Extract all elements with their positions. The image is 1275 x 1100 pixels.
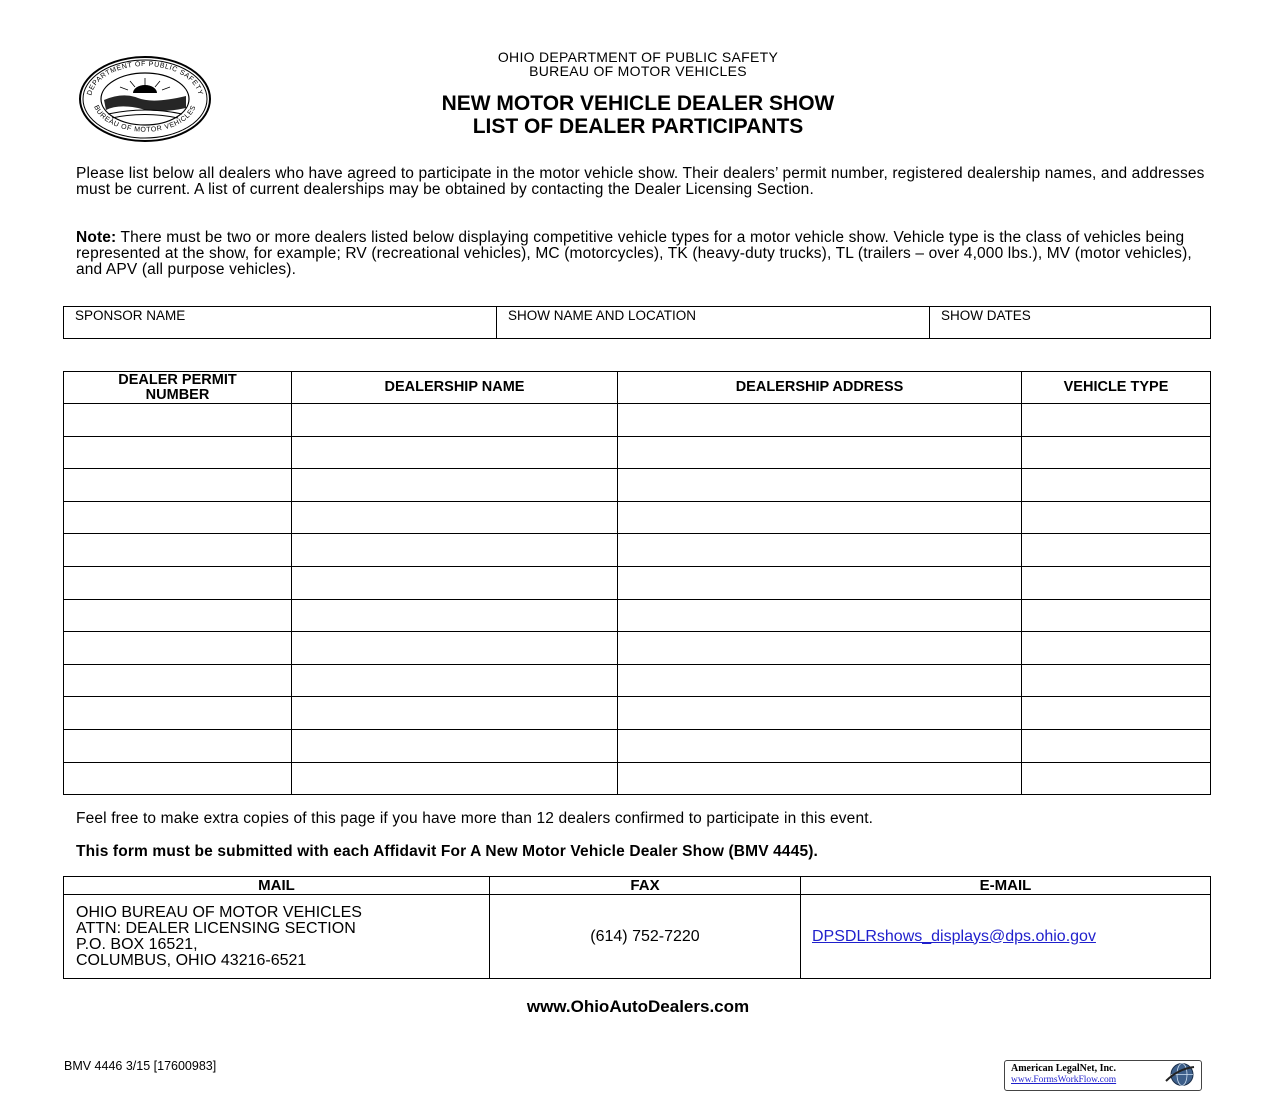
dealer-row: [64, 534, 1211, 567]
show-info-table: [63, 306, 1211, 339]
submission-requirement: This form must be submitted with each Affidavit For A New Motor Vehicle Dealer Show (BMV 4445).: [76, 843, 819, 860]
dealership-name-cell[interactable]: [292, 404, 618, 437]
intro-paragraph: Please list below all dealers who have agreed to participate in the motor vehicle show. Their dealers’ permit number, registered dealership names, and addresses must be current. A list of current dealerships may be obtained by contacting the Dealer Licensing Section.: [76, 165, 1205, 198]
dealer-permit-number-cell[interactable]: [64, 436, 292, 469]
dealer-row: [64, 404, 1211, 437]
dealer-permit-number-cell[interactable]: [64, 697, 292, 730]
ohio-bmv-seal-icon: [78, 56, 212, 142]
contact-table: [63, 876, 1211, 979]
seal-top-text: DEPARTMENT OF PUBLIC SAFETY: [86, 60, 204, 97]
form-title-line1: NEW MOTOR VEHICLE DEALER SHOW: [441, 92, 835, 115]
sponsor-name-label: SPONSOR NAME: [75, 308, 186, 323]
dealer-row: [64, 436, 1211, 469]
vehicle-type-cell[interactable]: [1022, 404, 1211, 437]
dealership-address-cell[interactable]: [618, 566, 1022, 599]
dealer-permit-number-cell[interactable]: [64, 501, 292, 534]
dealer-row: [64, 469, 1211, 502]
dealership-name-cell[interactable]: [292, 664, 618, 697]
email-header: E-MAIL: [801, 877, 1211, 895]
dealer-permit-number-cell[interactable]: [64, 729, 292, 762]
sponsor-name-field[interactable]: [64, 307, 497, 339]
note-label: Note:: [76, 229, 117, 246]
vehicle-type-cell[interactable]: [1022, 762, 1211, 795]
dealership-address-cell[interactable]: [618, 729, 1022, 762]
seal-bottom-text: BUREAU OF MOTOR VEHICLES: [92, 104, 198, 134]
show-dates-field[interactable]: [930, 307, 1211, 339]
dealer-permit-number-cell[interactable]: [64, 762, 292, 795]
dealership-address-cell[interactable]: [618, 599, 1022, 632]
dealership-name-cell[interactable]: [292, 436, 618, 469]
dealership-name-cell[interactable]: [292, 566, 618, 599]
dealership-name-cell[interactable]: [292, 729, 618, 762]
mail-line: ATTN: DEALER LICENSING SECTION: [76, 919, 356, 937]
dealer-permit-number-cell[interactable]: [64, 469, 292, 502]
dealer-row: [64, 599, 1211, 632]
dealership-name-cell[interactable]: [292, 469, 618, 502]
vehicle-type-cell[interactable]: [1022, 501, 1211, 534]
dealership-name-cell[interactable]: [292, 697, 618, 730]
website-url[interactable]: www.OhioAutoDealers.com: [526, 997, 750, 1016]
form-title-line2: LIST OF DEALER PARTICIPANTS: [472, 115, 804, 138]
dealer-participants-table: [63, 371, 1211, 795]
header-dealer-permit-number: DEALER PERMIT NUMBER: [64, 372, 292, 404]
american-legalnet-name: American LegalNet, Inc.: [1011, 1063, 1116, 1074]
dealership-name-cell[interactable]: [292, 501, 618, 534]
dealer-row: [64, 664, 1211, 697]
globe-icon: [1160, 1061, 1198, 1088]
vehicle-type-cell[interactable]: [1022, 664, 1211, 697]
dealership-address-cell[interactable]: [618, 632, 1022, 665]
email-cell: [801, 895, 1211, 979]
dealership-address-cell[interactable]: [618, 501, 1022, 534]
header-vehicle-type: VEHICLE TYPE: [1022, 372, 1211, 404]
dealership-name-cell[interactable]: [292, 762, 618, 795]
mail-address: [64, 895, 490, 979]
header-dealership-name: DEALERSHIP NAME: [292, 372, 618, 404]
dealership-address-cell[interactable]: [618, 664, 1022, 697]
dealership-address-cell[interactable]: [618, 436, 1022, 469]
dealership-name-cell[interactable]: [292, 599, 618, 632]
dealer-permit-number-cell[interactable]: [64, 599, 292, 632]
dealer-row: [64, 697, 1211, 730]
dealer-row: [64, 729, 1211, 762]
dealership-address-cell[interactable]: [618, 762, 1022, 795]
dealer-row: [64, 566, 1211, 599]
show-name-location-label: SHOW NAME AND LOCATION: [508, 308, 697, 323]
vehicle-type-cell[interactable]: [1022, 697, 1211, 730]
dealership-name-cell[interactable]: [292, 632, 618, 665]
dealer-permit-number-cell[interactable]: [64, 664, 292, 697]
dealer-permit-number-cell[interactable]: [64, 632, 292, 665]
vehicle-type-cell[interactable]: [1022, 632, 1211, 665]
department-name: OHIO DEPARTMENT OF PUBLIC SAFETY: [497, 49, 779, 65]
fax-header: FAX: [490, 877, 801, 895]
vehicle-type-cell[interactable]: [1022, 534, 1211, 567]
bureau-name: BUREAU OF MOTOR VEHICLES: [529, 63, 747, 79]
dealership-address-cell[interactable]: [618, 534, 1022, 567]
show-dates-label: SHOW DATES: [941, 308, 1031, 323]
dealer-permit-number-cell[interactable]: [64, 404, 292, 437]
vehicle-type-cell[interactable]: [1022, 436, 1211, 469]
mail-header: MAIL: [64, 877, 490, 895]
header-dealership-address: DEALERSHIP ADDRESS: [618, 372, 1022, 404]
dealership-name-cell[interactable]: [292, 534, 618, 567]
dealer-permit-number-cell[interactable]: [64, 566, 292, 599]
dealer-row: [64, 632, 1211, 665]
vehicle-type-cell[interactable]: [1022, 599, 1211, 632]
note-text: There must be two or more dealers listed below displaying competitive vehicle types for a motor vehicle show. Vehicle type is the class of vehicles being represented at the show, for example; RV (recreational vehicles), MC (motorcycles), TK (heavy-duty trucks), TL (trailers – over 4,000 lbs.), MV (motor vehicles), and APV (all purpose vehicles).: [76, 229, 1192, 278]
mail-line: OHIO BUREAU OF MOTOR VEHICLES: [76, 903, 362, 921]
vehicle-type-cell[interactable]: [1022, 729, 1211, 762]
dealer-row: [64, 501, 1211, 534]
email-link[interactable]: DPSDLRshows_displays@dps.ohio.gov: [812, 927, 1096, 945]
vehicle-type-cell[interactable]: [1022, 469, 1211, 502]
forms-workflow-link[interactable]: www.FormsWorkFlow.com: [1011, 1075, 1117, 1085]
dealer-permit-number-cell[interactable]: [64, 534, 292, 567]
dealership-address-cell[interactable]: [618, 404, 1022, 437]
mail-line: COLUMBUS, OHIO 43216-6521: [76, 951, 307, 969]
dealership-address-cell[interactable]: [618, 697, 1022, 730]
dealership-address-cell[interactable]: [618, 469, 1022, 502]
show-name-location-field[interactable]: [497, 307, 930, 339]
extra-copies-note: Feel free to make extra copies of this page if you have more than 12 dealers confirmed to participate in this event.: [76, 810, 874, 827]
fax-number: (614) 752-7220: [490, 895, 801, 979]
form-number: BMV 4446 3/15 [17600983]: [64, 1059, 217, 1073]
vehicle-type-cell[interactable]: [1022, 566, 1211, 599]
mail-line: P.O. BOX 16521,: [76, 935, 198, 953]
note-paragraph: [76, 230, 1206, 278]
dealer-row: [64, 762, 1211, 795]
